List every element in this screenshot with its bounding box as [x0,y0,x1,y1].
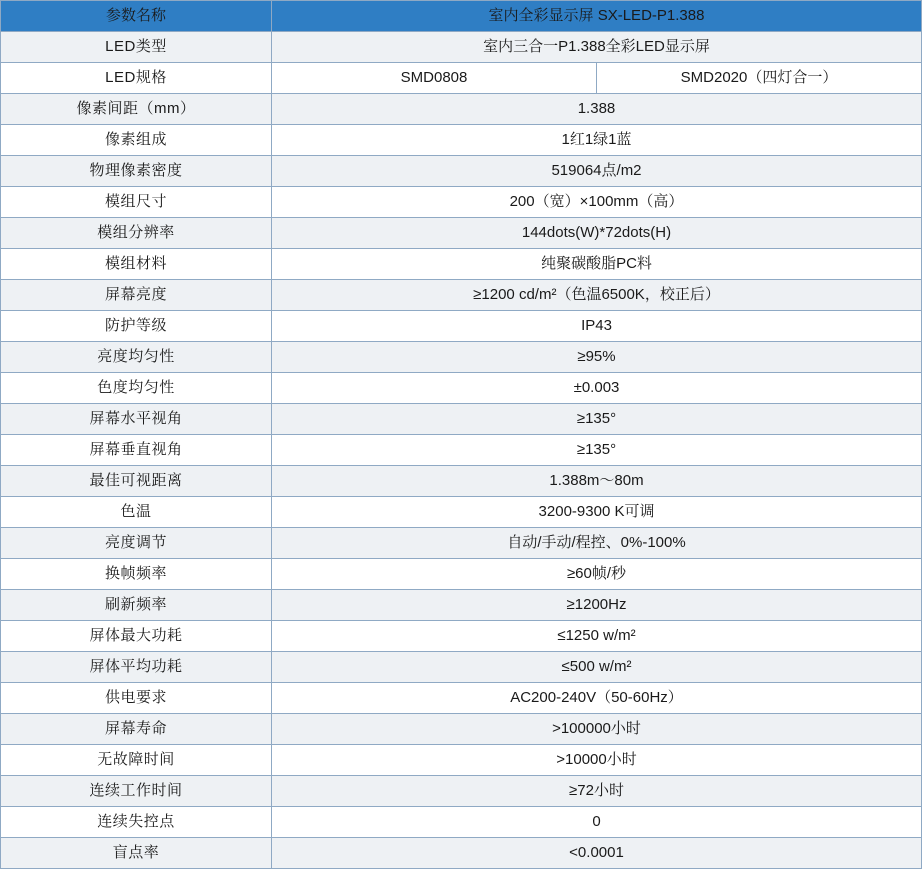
row-label: 屏幕垂直视角 [1,435,272,466]
table-row [1,621,922,652]
row-value: ≤1250 w/m² [272,621,922,652]
row-label: LED类型 [1,32,272,63]
table-row [1,590,922,621]
table-row [1,218,922,249]
row-label: 模组材料 [1,249,272,280]
row-label: 屏幕亮度 [1,280,272,311]
table-row [1,466,922,497]
row-label: 无故障时间 [1,745,272,776]
row-value: >100000小时 [272,714,922,745]
table-row [1,652,922,683]
table-row [1,714,922,745]
row-value: >10000小时 [272,745,922,776]
row-value: 519064点/m2 [272,156,922,187]
row-label: 色温 [1,497,272,528]
row-value: ≥95% [272,342,922,373]
table-row [1,94,922,125]
row-label: 屏幕寿命 [1,714,272,745]
row-value: 200（宽）×100mm（高） [272,187,922,218]
table-row [1,838,922,869]
table-row [1,528,922,559]
row-label: 换帧频率 [1,559,272,590]
row-value: <0.0001 [272,838,922,869]
row-value: 自动/手动/程控、0%-100% [272,528,922,559]
row-value: ≥60帧/秒 [272,559,922,590]
row-label: 屏体平均功耗 [1,652,272,683]
row-value: ≥135° [272,404,922,435]
row-value-left: SMD0808 [272,63,597,94]
table-row [1,559,922,590]
row-label: 最佳可视距离 [1,466,272,497]
row-value: ≥135° [272,435,922,466]
row-label: 模组尺寸 [1,187,272,218]
row-label: 刷新频率 [1,590,272,621]
table-row [1,404,922,435]
table-row [1,249,922,280]
table-row [1,776,922,807]
row-label: LED规格 [1,63,272,94]
row-value: 1红1绿1蓝 [272,125,922,156]
table-body [1,32,922,869]
row-value: 3200-9300 K可调 [272,497,922,528]
table-row [1,745,922,776]
row-value: 1.388 [272,94,922,125]
row-value: ±0.003 [272,373,922,404]
row-value: 144dots(W)*72dots(H) [272,218,922,249]
table-row [1,683,922,714]
row-label: 像素间距（mm） [1,94,272,125]
row-value-right: SMD2020（四灯合一） [597,63,922,94]
row-value: 0 [272,807,922,838]
table-row [1,156,922,187]
column-header-param-name: 参数名称 [1,1,272,32]
row-value: IP43 [272,311,922,342]
table-row [1,63,922,94]
table-row [1,373,922,404]
table-row [1,125,922,156]
row-value: 1.388m～80m [272,466,922,497]
row-label: 亮度调节 [1,528,272,559]
row-label: 屏幕水平视角 [1,404,272,435]
table-row [1,280,922,311]
row-label: 亮度均匀性 [1,342,272,373]
row-value: 纯聚碳酸脂PC料 [272,249,922,280]
table-header-row [1,1,922,32]
table-row [1,807,922,838]
row-label: 盲点率 [1,838,272,869]
table-row [1,342,922,373]
column-header-product-name: 室内全彩显示屏 SX-LED-P1.388 [272,1,922,32]
row-label: 防护等级 [1,311,272,342]
table-row [1,435,922,466]
row-label: 色度均匀性 [1,373,272,404]
row-label: 供电要求 [1,683,272,714]
row-value: ≤500 w/m² [272,652,922,683]
row-value: ≥1200Hz [272,590,922,621]
row-label: 连续失控点 [1,807,272,838]
row-label: 像素组成 [1,125,272,156]
row-value: ≥72小时 [272,776,922,807]
row-label: 物理像素密度 [1,156,272,187]
table-row [1,497,922,528]
row-label: 连续工作时间 [1,776,272,807]
row-value: AC200-240V（50-60Hz） [272,683,922,714]
table-row [1,311,922,342]
row-label: 屏体最大功耗 [1,621,272,652]
table-row [1,187,922,218]
row-label: 模组分辨率 [1,218,272,249]
row-value: ≥1200 cd/m²（色温6500K，校正后） [272,280,922,311]
table-row [1,32,922,63]
row-value: 室内三合一P1.388全彩LED显示屏 [272,32,922,63]
